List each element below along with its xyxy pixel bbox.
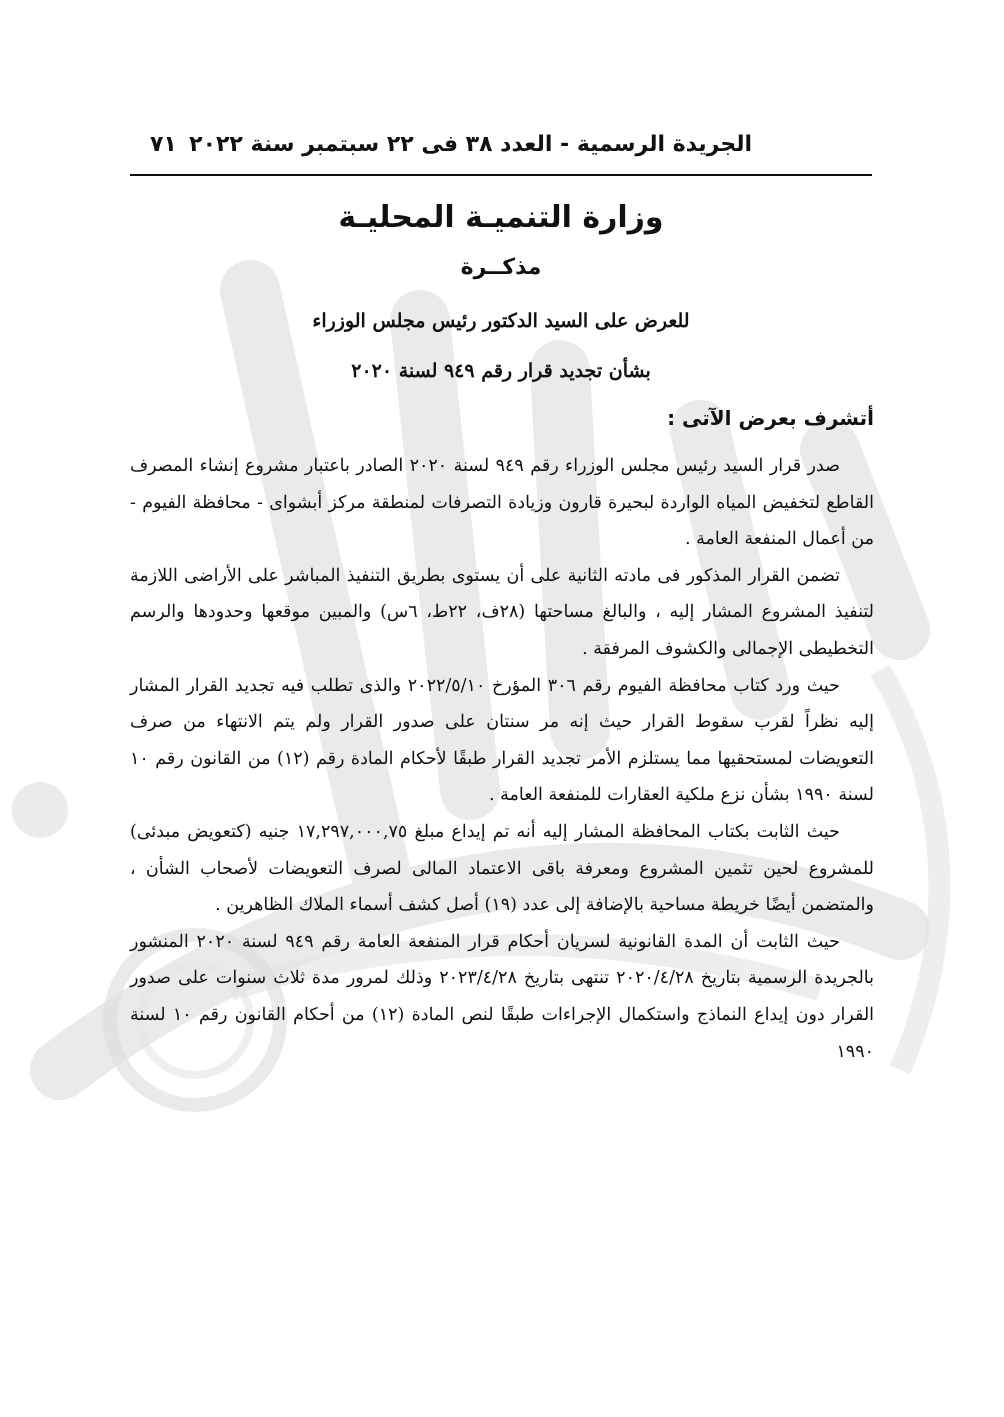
presented-to: للعرض على السيد الدكتور رئيس مجلس الوزراء — [312, 310, 690, 332]
paragraph: حيث ورد كتاب محافظة الفيوم رقم ٣٠٦ المؤرخ ٢٠٢٢/٥/١٠ والذى تطلب فيه تجديد القرار المشار إليه نظراً لقرب سقوط القرار حيث إنه مر سنتان على صدور القرار ولم يتم الانتهاء من صرف التعويضات لمستحقيها مما يستلزم الأمر تجديد القرار طبقًا لأحكام المادة رقم (١٢) من القانون رقم ١٠ لسنة ١٩٩٠ بشأن نزع ملكية العقارات للمنفعة العامة . — [130, 675, 874, 806]
paragraph: حيث الثابت أن المدة القانونية لسريان أحكام قرار المنفعة العامة رقم ٩٤٩ لسنة ٢٠٢٠ المنشور بالجريدة الرسمية بتاريخ ٢٠٢٠/٤/٢٨ تنتهى بتاريخ ٢٠٢٣/٤/٢٨ وذلك لمرور مدة ثلاث سنوات على صدور القرار دون إيداع النماذج واستكمال الإجراءات طبقًا لنص المادة (١٢) من أحكام القانون رقم ١٠ لسنة ١٩٩٠ — [130, 931, 875, 1062]
ministry-title: وزارة التنميـة المحليـة — [338, 200, 664, 235]
paragraph: حيث الثابت بكتاب المحافظة المشار إليه أنه تم إيداع مبلغ ١٧,٢٩٧,٠٠٠,٧٥ جنيه (كتعويض مبدئى) للمشروع لحين تثمين المشروع ومعرفة باقى الاعتماد المالى لصرف التعويضات لأصحاب الشأن ، والمتضمن أيضًا خريطة مساحية بالإضافة إلى عدد (١٩) أصل كشف أسماء الملاك الظاهرين . — [130, 821, 874, 916]
gazette-title: الجريدة الرسمية - العدد ٣٨ فى ٢٢ سبتمبر سنة ٢٠٢٢ — [189, 132, 752, 157]
paragraph: صدر قرار السيد رئيس مجلس الوزراء رقم ٩٤٩ لسنة ٢٠٢٠ الصادر باعتبار مشروع إنشاء المصرف القاطع لتخفيض المياه الواردة لبحيرة قارون وزيادة التصرفات لمنطقة مركز أبشواى - محافظة الفيوم - من أعمال المنفعة العامة . — [130, 456, 874, 550]
page-header — [130, 128, 872, 176]
page-number: ٧١ — [150, 132, 177, 157]
memo-subject: بشأن تجديد قرار رقم ٩٤٩ لسنة ٢٠٢٠ — [351, 360, 651, 382]
memo-body — [130, 448, 874, 1070]
intro-line: أتشرف بعرض الآتى : — [667, 406, 874, 430]
memo-label: مذكــرة — [460, 255, 542, 280]
paragraph: تضمن القرار المذكور فى مادته الثانية على أن يستوى بطريق التنفيذ المباشر على الأراضى اللازمة لتنفيذ المشروع المشار إليه ، والبالغ مساحتها (٢٨ف، ٢٢ط، ٦س) والمبين موقعها وحدودها والرسم التخطيطى الإجمالى والكشوف المرفقة . — [130, 565, 874, 659]
